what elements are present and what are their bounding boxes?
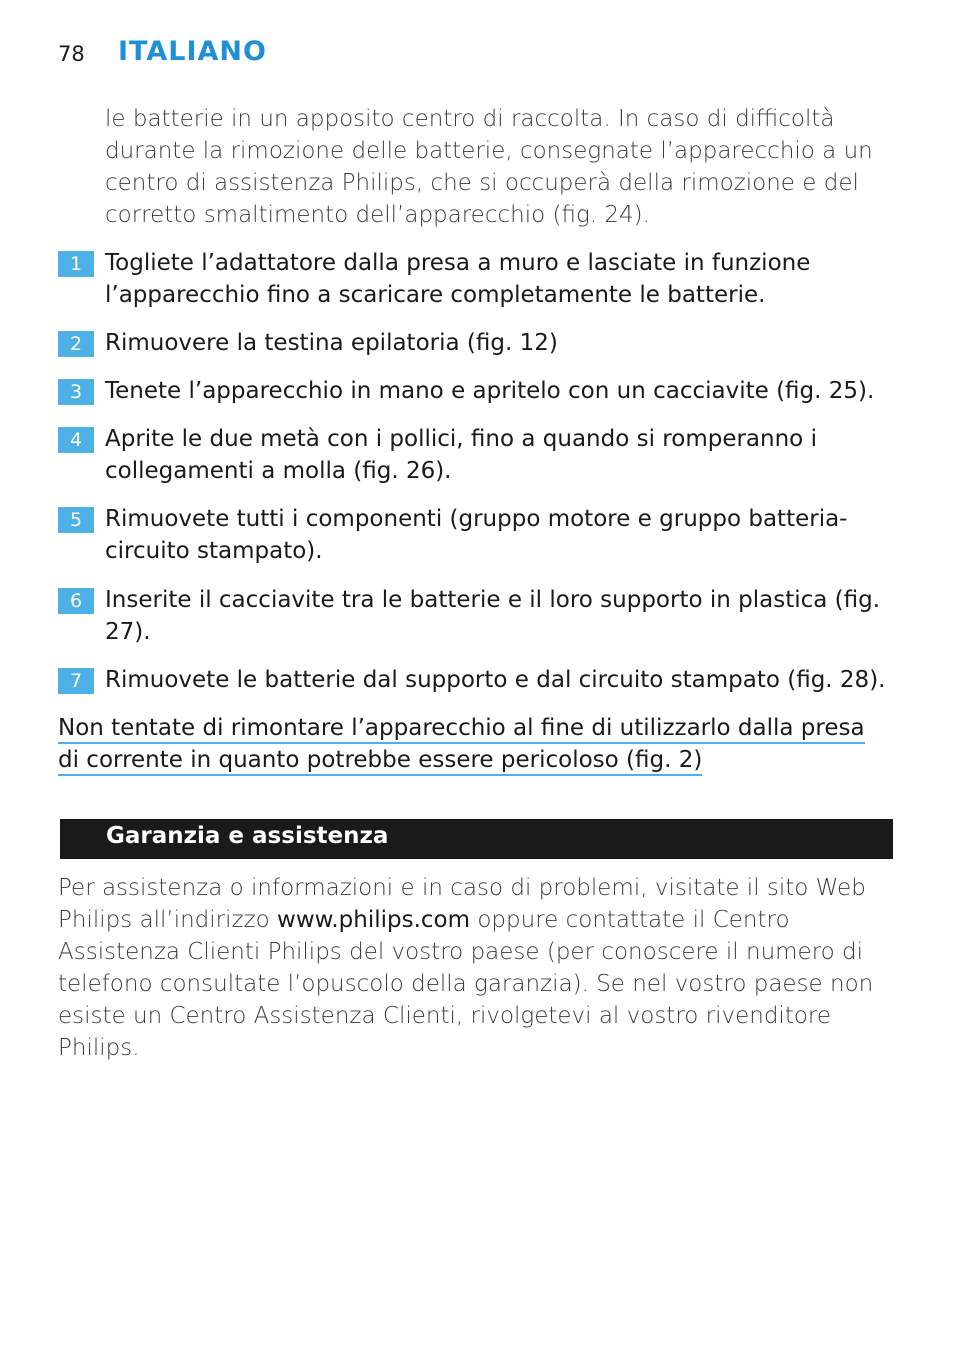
continuation-paragraph: le batterie in un apposito centro di raccolta. In caso di difficoltà durante la rimozione delle batterie, consegnate l’apparecchio a un centro di assistenza Philips, che si occuperà della rimozione e del corretto smaltimento dell’apparecchio (fig. 24).	[105, 106, 873, 228]
philips-website-link[interactable]: www.philips.com	[277, 907, 471, 933]
step-item	[58, 375, 898, 407]
step-number-badge: 3	[58, 379, 94, 405]
step-number-badge: 7	[58, 668, 94, 694]
step-number-badge: 5	[58, 507, 94, 533]
step-text: Rimuovere la testina epilatoria (fig. 12)	[105, 330, 558, 356]
step-number-badge: 2	[58, 331, 94, 357]
section-header-bar	[60, 819, 893, 859]
warning-line-2: di corrente in quanto potrebbe essere pericoloso (fig. 2)	[58, 747, 702, 776]
page-number: 78	[58, 42, 85, 66]
step-text: Inserite il cacciavite tra le batterie e il loro supporto in plastica (fig. 27).	[105, 587, 881, 645]
step-number-badge: 6	[58, 588, 94, 614]
step-text: Aprite le due metà con i pollici, fino a quando si romperanno i collegamenti a molla (fig. 26).	[105, 426, 817, 484]
section-title: Garanzia e assistenza	[106, 823, 389, 849]
step-number-badge: 1	[58, 251, 94, 277]
step-item	[58, 247, 898, 311]
step-text: Togliete l’adattatore dalla presa a muro e lasciate in funzione l’apparecchio fino a scaricare completamente le batterie.	[105, 250, 811, 308]
step-item	[58, 423, 898, 487]
step-text: Rimuovete tutti i componenti (gruppo motore e gruppo batteria-circuito stampato).	[105, 506, 848, 564]
guarantee-paragraph	[58, 872, 903, 1064]
warning-notice	[58, 712, 898, 776]
warning-line-1: Non tentate di rimontare l’apparecchio al fine di utilizzarlo dalla presa	[58, 715, 865, 744]
step-text: Tenete l’apparecchio in mano e apritelo con un cacciavite (fig. 25).	[105, 378, 875, 404]
language-heading: ITALIANO	[118, 36, 267, 67]
step-item	[58, 327, 898, 359]
step-text: Rimuovete le batterie dal supporto e dal circuito stampato (fig. 28).	[105, 667, 886, 693]
step-number-badge: 4	[58, 427, 94, 453]
step-item	[58, 664, 898, 696]
guarantee-text-after: oppure contattate il Centro Assistenza Clienti Philips del vostro paese (per conoscere il numero di telefono consultate l’opuscolo della garanzia). Se nel vostro paese non esiste un Centro Assistenza Clienti, rivolgetevi al vostro rivenditore Philips.	[58, 907, 874, 1061]
step-item	[58, 503, 898, 567]
guarantee-text-before: Per assistenza o informazioni e in caso di problemi, visitate il sito Web Philips all’indirizzo	[58, 875, 866, 933]
step-item	[58, 584, 898, 648]
